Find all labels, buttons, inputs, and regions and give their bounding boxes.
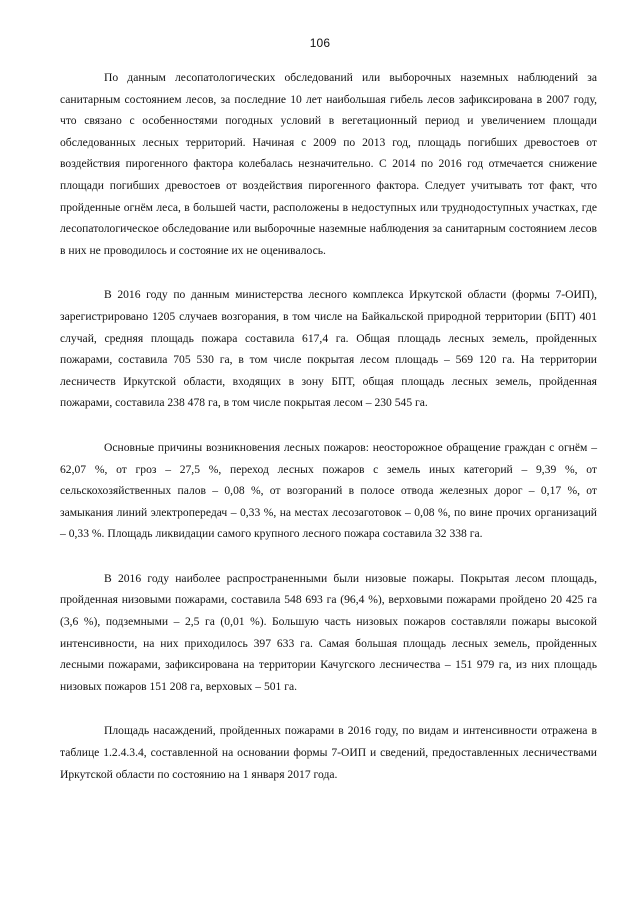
paragraph-forest-mortality: По данным лесопатологических обследований или выборочных наземных наблюдений за санитарным состоянием лесов, за последние 10 лет наибольшая гибель лесов зафиксирована в 2007 году, что связано с особенностями погодных условий в вегетационный период и увеличением площади обследованных лесных территорий. Начиная с 2009 по 2013 год, площадь погибших древостоев от воздействия пирогенного фактора колебалась незначительно. С 2014 по 2016 год отмечается снижение площади погибших древостоев от воздействия пирогенного фактора. Следует учитывать тот факт, что пройденные огнём леса, в большей части, расположены в недоступных или труднодоступных участках, где лесопатологическое обследование или выборочные наземные наблюдения за санитарным состоянием лесов в них не проводилось и состояние их не оценивалось. [60,71,597,257]
paragraph-fire-types: В 2016 году наиболее распространенными были низовые пожары. Покрытая лесом площадь, пройденная низовыми пожарами, составила 548 693 га (96,4 %), верховыми пожарами пройдено 20 425 га (3,6 %), подземными – 2,5 га (0,01 %). Большую часть низовых пожаров составляли пожары высокой интенсивности, на них приходилось 397 633 га. Самая большая площадь лесных земель, пройденных лесными пожарами, зафиксирована на территории Качугского лесничества – 151 979 га, из них площадь низовых пожаров 151 208 га, верховых – 501 га. [60,571,597,693]
paragraph-table-reference: Площадь насаждений, пройденных пожарами в 2016 году, по видам и интенсивности отражена в таблице 1.2.4.3.4, составленной на основании формы 7-ОИП и сведений, предоставленных лесничествами Иркутской области по состоянию на 1 января 2017 года. [60,724,597,781]
document-body [60,67,597,808]
page-number: 106 [309,36,331,50]
paragraph-fire-statistics-2016: В 2016 году по данным министерства лесного комплекса Иркутской области (формы 7-ОИП), зарегистрировано 1205 случаев возгорания, в том числе на Байкальской природной территории (БПТ) 401 случай, средняя площадь пожара составила 617,4 га. Общая площадь лесных земель, пройденных пожарами, составила 705 530 га, в том числе покрытая лесом площадь – 569 120 га. На территории лесничеств Иркутской области, входящих в зону БПТ, общая площадь лесных земель, пройденная пожарами, составила 238 478 га, в том числе покрытая лесом – 230 545 га. [60,288,597,410]
paragraph-fire-causes: Основные причины возникновения лесных пожаров: неосторожное обращение граждан с огнём – 62,07 %, от гроз – 27,5 %, переход лесных пожаров с земель иных категорий – 9,39 %, от сельскохозяйственных палов – 0,08 %, от возгораний в полосе отвода железных дорог – 0,17 %, от замыкания линий электропередач – 0,33 %, на местах лесозаготовок – 0,08 %, по вине прочих организаций – 0,33 %. Площадь ликвидации самого крупного лесного пожара составила 32 338 га. [60,440,597,541]
